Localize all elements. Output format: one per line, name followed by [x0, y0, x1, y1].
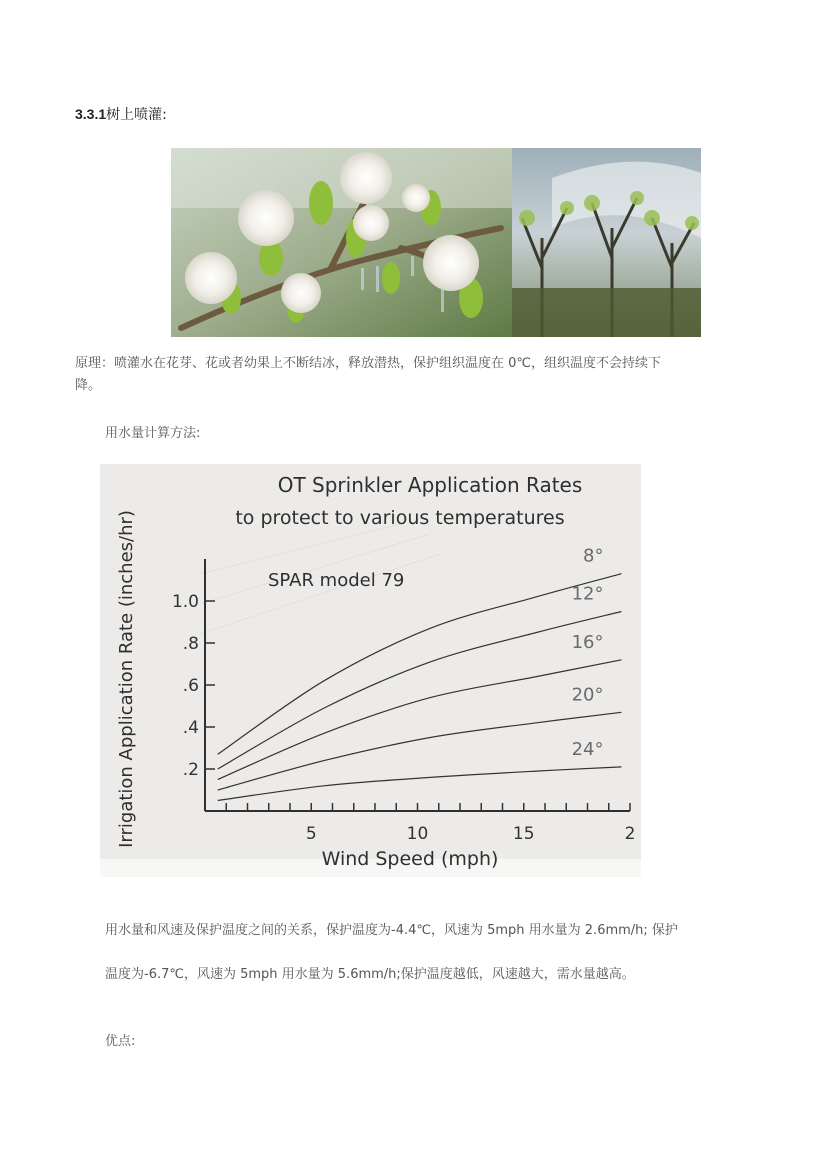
series-label: 16°	[571, 631, 604, 653]
x-tick-label: 15	[512, 824, 535, 844]
x-tick-label: 2	[624, 824, 636, 844]
y-tick-label: .4	[182, 718, 199, 738]
y-tick-label: .6	[182, 676, 199, 696]
series-label: 8°	[583, 545, 604, 567]
y-tick-label: 1.0	[171, 592, 199, 612]
application-rate-chart	[100, 464, 641, 877]
series-label: 24°	[571, 738, 604, 760]
chart-subtitle: to protect to various temperatures	[235, 507, 565, 529]
relation-paragraph-line-2: 温度为-6.7℃，风速为 5mph 用水量为 5.6mm/h;保护温度越低，风速越大，需水量越高。	[105, 967, 635, 982]
section-heading	[75, 104, 167, 124]
x-tick-label: 5	[305, 824, 317, 844]
orchard-sprinkler-photo	[512, 148, 701, 337]
calc-method-label: 用水量计算方法:	[105, 426, 201, 441]
section-number: 3.3.1	[75, 106, 107, 122]
section-title: 树上喷灌:	[106, 107, 167, 123]
principle-paragraph: 原理：喷灌水在花芽、花或者幼果上不断结冰，释放潜热，保护组织温度在 0℃，组织温度不会持续下降。	[75, 356, 662, 393]
series-label: 20°	[571, 684, 604, 706]
chart-annotation: SPAR model 79	[268, 570, 405, 591]
y-axis-title: Irrigation Application Rate (inches/hr)	[116, 510, 137, 848]
ice-coated-pear-blossoms-photo	[171, 148, 512, 337]
x-axis-title: Wind Speed (mph)	[321, 848, 499, 870]
y-tick-label: .2	[182, 760, 199, 780]
chart-title: OT Sprinkler Application Rates	[277, 473, 583, 497]
y-tick-label: .8	[182, 634, 199, 654]
advantages-label: 优点:	[105, 1034, 136, 1049]
x-tick-label: 10	[406, 824, 429, 844]
relation-paragraph-line-1: 用水量和风速及保护温度之间的关系，保护温度为-4.4℃，风速为 5mph 用水量为 2.6mm/h; 保护	[105, 923, 678, 938]
series-label: 12°	[571, 583, 604, 605]
